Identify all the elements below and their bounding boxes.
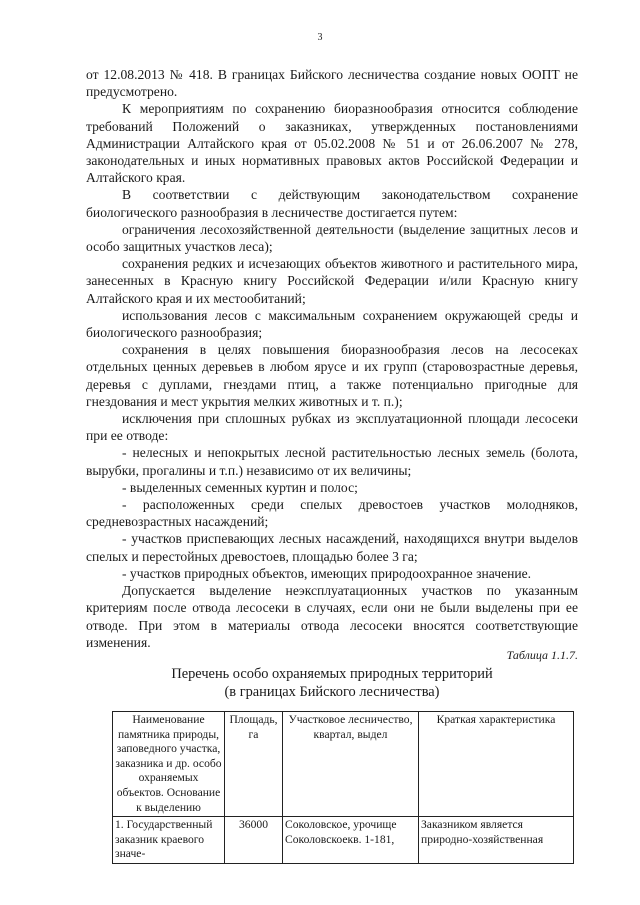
paragraph: К мероприятиям по сохранению биоразнообразия относится соблюдение требований Положений о заказниках, утвержденных постановлениями Администрации Алтайского края от 05.02.2008 № 51 и от 26.06.2007 № 278, законодательных и иных нормативных правовых актов Российской Федерации и Алтайского края. [86, 101, 578, 186]
list-item: исключения при сплошных рубках из эксплуатационной площади лесосеки при ее отводе: [86, 411, 578, 444]
table-title [86, 665, 578, 701]
list-item: использования лесов с максимальным сохранением окружающей среды и биологического разнообразия; [86, 307, 578, 341]
cell-text: Соколовское, урочище Соколовскоекв. 1-181, [285, 818, 397, 846]
table-caption: Таблица 1.1.7. [506, 648, 578, 662]
paragraph: В соответствии с действующим законодательством сохранение биологического разнообразия в лесничестве достигается путем: [86, 187, 578, 220]
sub-list-item: - выделенных семенных куртин и полос; [122, 479, 358, 495]
sub-list-item: - участков природных объектов, имеющих природоохранное значение. [122, 565, 532, 581]
table-cell [419, 817, 574, 864]
paragraph: от 12.08.2013 № 418. В границах Бийского лесничества создание новых ООПТ не предусмотрено. [86, 67, 578, 100]
list-item: сохранения в целях повышения биоразнообразия лесов на лесосеках отдельных ценных деревьев в любом ярусе и их групп (старовозрастные деревья, деревья с дуплами, гнездами птиц, а также потенциально пригодные для гнездования и мест укрытия мелких животных и т. п.); [86, 342, 578, 409]
list-item: ограничения лесохозяйственной деятельности (выделение защитных лесов и особо защитных участков леса); [86, 221, 578, 255]
document-body [86, 66, 578, 651]
cell-text: 36000 [239, 818, 268, 832]
column-header-area: Площадь, га [225, 712, 283, 817]
column-header-forestry: Участковое лесничество, квартал, выдел [283, 712, 419, 817]
table-title-line: Перечень особо охраняемых природных территорий [171, 666, 493, 682]
column-header-name: Наименование памятника природы, заповедного участка, заказника и др. особо охраняемых объектов. Основание к выделению [113, 712, 225, 817]
cell-text: Заказником является природно-хозяйственная [421, 818, 544, 846]
paragraph: Допускается выделение неэксплуатационных участков по указанным критериям после отвода лесосеки в случаях, если они не были выделены при ее отводе. При этом в материалы отвода лесосеки вносятся соответствующие изменения. [86, 583, 578, 650]
sub-list-item: - участков приспевающих лесных насаждений, находящихся внутри выделов спелых и перестойных древостоев, площадью более 3 га; [86, 531, 578, 564]
column-header-description: Краткая характеристика [419, 712, 574, 817]
sub-list-item: - нелесных и непокрытых лесной растительностью лесных земель (болота, вырубки, прогалины и т.п.) независимо от их величины; [86, 445, 578, 478]
table-title-line: (в границах Бийского лесничества) [224, 684, 440, 700]
table-cell [225, 817, 283, 864]
page-number: 3 [317, 32, 323, 43]
table-row [113, 817, 574, 864]
cell-text: 1. Государственный заказник краевого значе- [115, 818, 213, 861]
table-header-row [113, 712, 574, 817]
list-item: сохранения редких и исчезающих объектов животного и растительного мира, занесенных в Красную книгу Российской Федерации и/или Красную книгу Алтайского края и их местообитаний; [86, 256, 578, 306]
table-cell [283, 817, 419, 864]
sub-list-item: - расположенных среди спелых древостоев участков молодняков, средневозрастных насаждений; [86, 497, 578, 530]
oopt-table [112, 711, 574, 864]
table-cell [113, 817, 225, 864]
